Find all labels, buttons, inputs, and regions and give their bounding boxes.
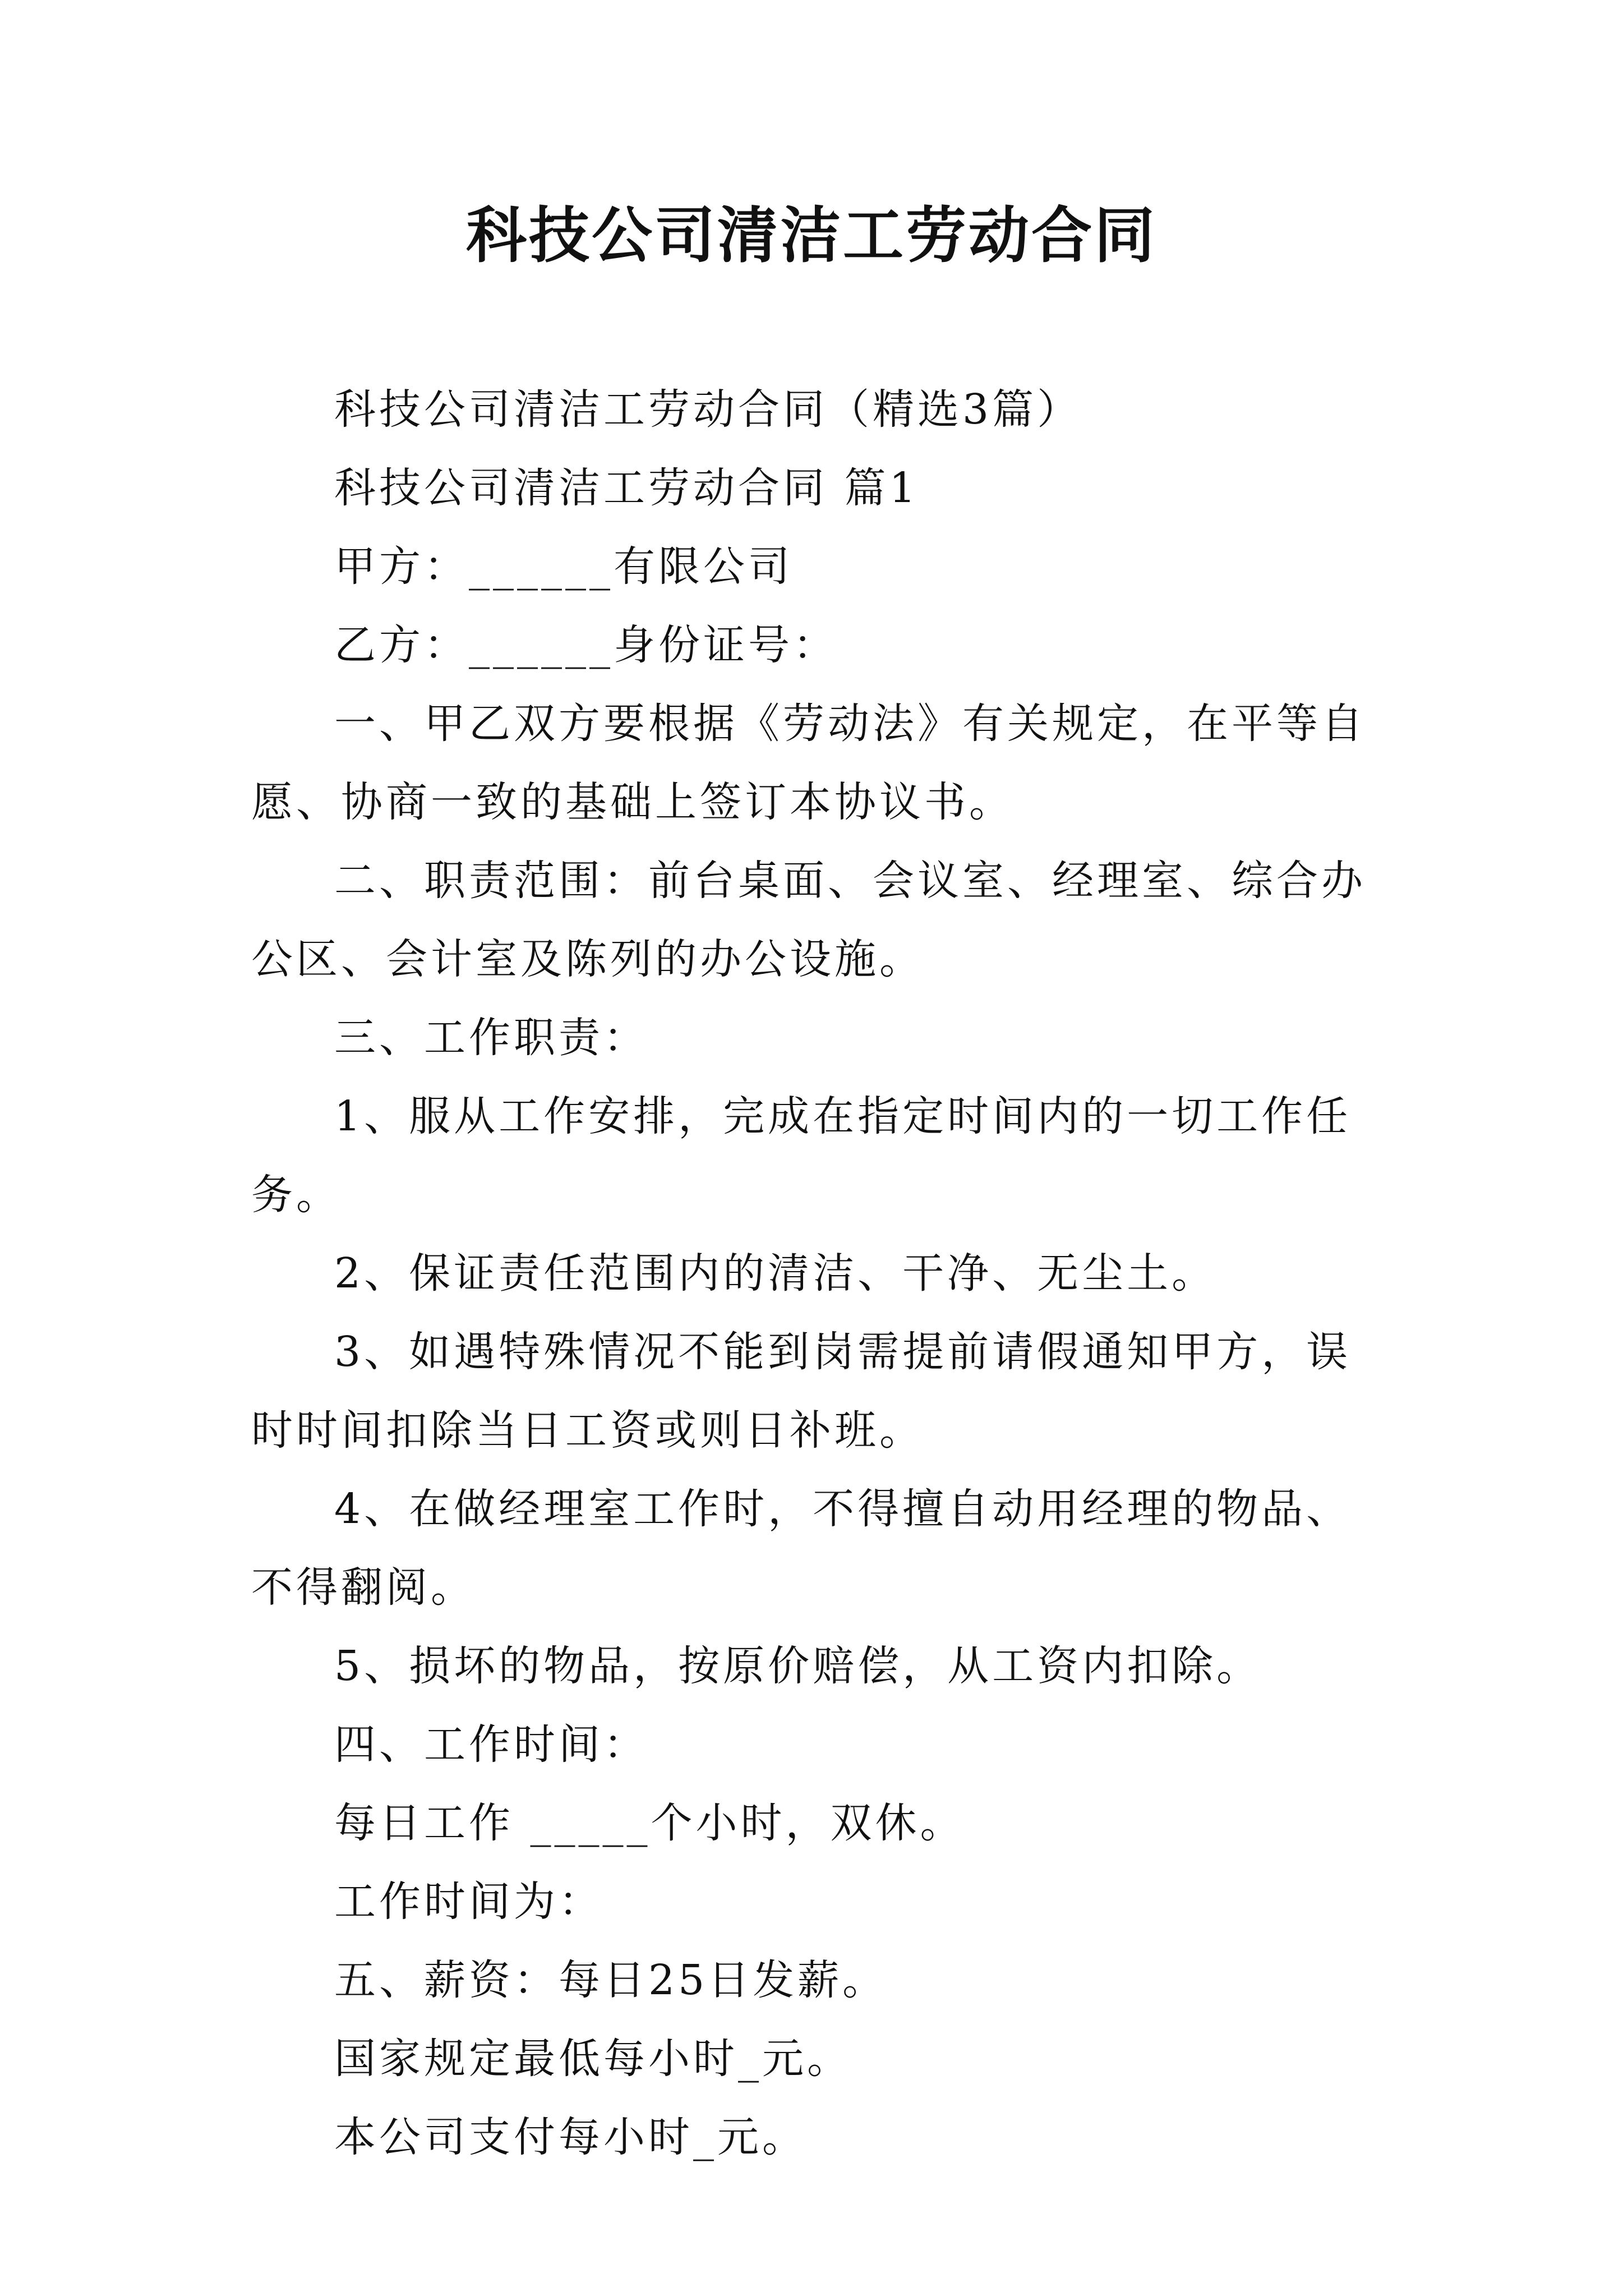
paragraph-work-time: 工作时间为： xyxy=(334,1878,603,1926)
paragraph-duty-5: 5、损坏的物品，按原价赔偿，从工资内扣除。 xyxy=(334,1642,1262,1690)
paragraph-party-b: 乙方：______身份证号： xyxy=(334,621,838,669)
paragraph-min-wage: 国家规定最低每小时_元。 xyxy=(334,2035,852,2083)
paragraph-clause-2: 二、职责范围：前台桌面、会议室、经理室、综合办公区、会计室及陈列的办公设施。 xyxy=(251,857,1366,983)
document-title: 科技公司清洁工劳动合同 xyxy=(465,200,1157,271)
paragraph-duty-4: 4、在做经理室工作时，不得擅自动用经理的物品、不得翻阅。 xyxy=(251,1485,1352,1612)
paragraph-duty-3: 3、如遇特殊情况不能到岗需提前请假通知甲方，误时时间扣除当日工资或则日补班。 xyxy=(251,1328,1352,1455)
paragraph-company-wage: 本公司支付每小时_元。 xyxy=(334,2113,807,2161)
paragraph-clause-5: 五、薪资：每日25日发薪。 xyxy=(334,1956,888,2004)
paragraph-subtitle: 科技公司清洁工劳动合同（精选3篇） xyxy=(334,385,1082,434)
paragraph-party-a: 甲方：______有限公司 xyxy=(334,542,793,591)
paragraph-duty-2: 2、保证责任范围内的清洁、干净、无尘土。 xyxy=(334,1249,1217,1297)
paragraph-clause-3-heading: 三、工作职责： xyxy=(334,1014,648,1062)
paragraph-duty-1: 1、服从工作安排，完成在指定时间内的一切工作任务。 xyxy=(251,1092,1352,1219)
paragraph-work-hours: 每日工作 _____个小时，双休。 xyxy=(334,1799,965,1847)
document-body xyxy=(251,370,1395,2177)
paragraph-section-heading: 科技公司清洁工劳动合同 篇1 xyxy=(334,464,919,512)
paragraph-clause-4-heading: 四、工作时间： xyxy=(334,1720,648,1769)
paragraph-clause-1: 一、甲乙双方要根据《劳动法》有关规定，在平等自愿、协商一致的基础上签订本协议书。 xyxy=(251,700,1366,826)
